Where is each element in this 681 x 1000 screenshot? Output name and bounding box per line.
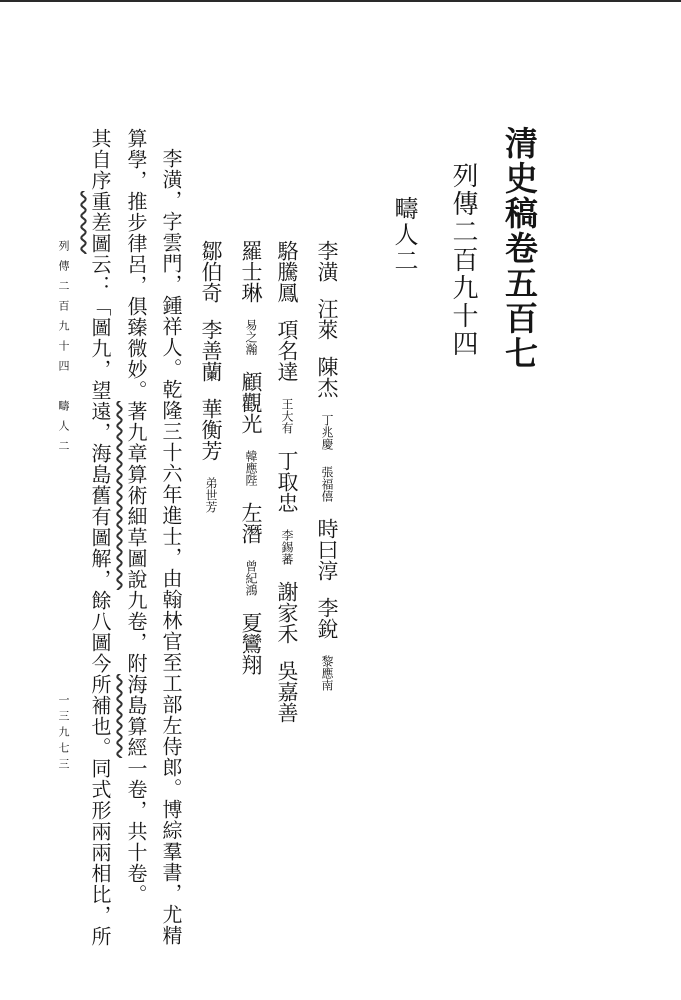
group-title: 疇人二 (390, 196, 418, 274)
appended-name: 曾紀鴻 (244, 560, 258, 596)
book-title-chongcha: 重差圖 (88, 191, 112, 254)
volume-title: 清史稿卷五百七 (500, 126, 539, 371)
appended-name: 李錫蕃 (280, 529, 294, 565)
biography-name: 吳嘉善 (275, 660, 299, 723)
body-line-3-text-b: 云：「圖九，望遠，海島舊有圖解，餘八圖今所補也。同式形兩兩相比，所 (88, 254, 112, 947)
body-line-3-text-a: 其自序 (88, 128, 112, 191)
appended-name: 黎應南 (320, 655, 334, 691)
biography-name: 陳杰 (315, 356, 339, 398)
body-line-3 (90, 128, 110, 947)
book-title-jiuzhang: 著九章算術細草圖說 (124, 401, 148, 590)
appended-name: 韓應陛 (244, 450, 258, 486)
name-column-1 (316, 240, 337, 691)
biography-name: 時曰淳 (315, 518, 339, 581)
body-line-1: 李潢，字雲門，鍾祥人。乾隆三十六年進士，由翰林官至工部左侍郎。博綜羣書，尤精 (159, 148, 183, 946)
biography-name: 顧觀光 (239, 371, 263, 434)
biography-name: 華衡芳 (199, 398, 223, 461)
section-title: 列傳二百九十四 (448, 162, 478, 358)
body-line-2-text-c: 一卷，共十卷。 (124, 758, 148, 905)
biography-name: 汪萊 (315, 298, 339, 340)
name-column-3 (240, 240, 261, 675)
body-line-2 (126, 128, 146, 905)
body-line-2-text-b: 九卷，附 (124, 590, 148, 674)
name-column-2 (276, 240, 297, 723)
biography-name: 左潛 (239, 502, 263, 544)
biography-name: 丁取忠 (275, 450, 299, 513)
biography-name: 鄒伯奇 (199, 240, 223, 303)
biography-name: 李善蘭 (199, 319, 223, 382)
biography-name: 項名達 (275, 319, 299, 382)
appended-name: 易之瀚 (244, 319, 258, 355)
appended-name: 王大有 (280, 398, 294, 434)
appended-name: 張福僖 (320, 466, 334, 502)
biography-name: 謝家禾 (275, 581, 299, 644)
biography-name: 駱騰鳳 (275, 240, 299, 303)
top-border-line (0, 0, 681, 2)
page-number: 一三九七三 (57, 694, 70, 774)
biography-name: 夏鸞翔 (239, 612, 263, 675)
name-column-4 (200, 240, 221, 513)
appended-name: 弟世芳 (204, 477, 218, 513)
body-line-2-text-a: 算學，推步律呂，俱臻微妙。 (124, 128, 148, 401)
biography-name: 李潢 (315, 240, 339, 282)
appended-name: 丁兆慶 (320, 414, 334, 450)
biography-name: 羅士琳 (239, 240, 263, 303)
running-header: 列傳二百九十四 疇人二 (57, 240, 70, 460)
biography-name: 李銳 (315, 597, 339, 639)
book-title-haidao: 海島算經 (124, 674, 148, 758)
